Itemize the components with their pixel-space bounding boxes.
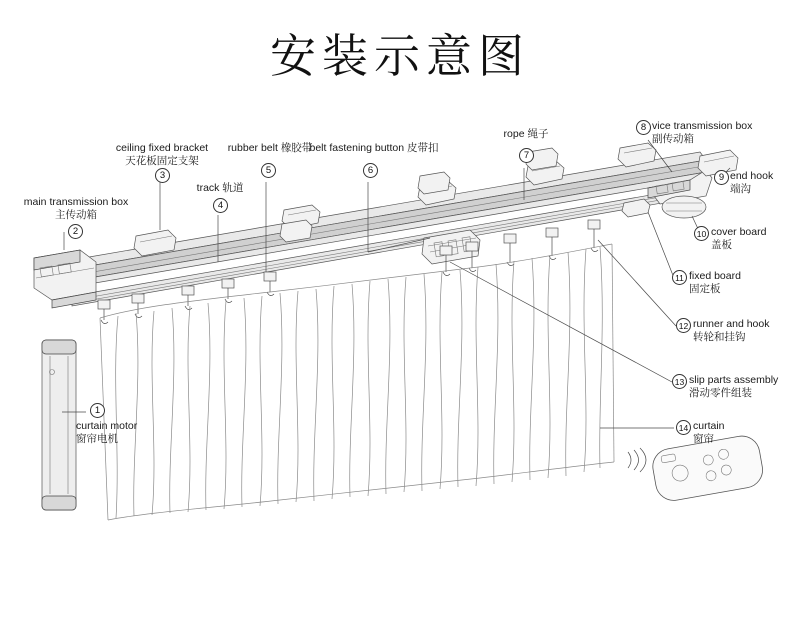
marker-8: 8 <box>636 120 651 135</box>
page-title: 安装示意图 <box>270 31 530 82</box>
callout-curtain: curtain 窗帘 <box>693 420 725 445</box>
marker-12: 12 <box>676 318 691 333</box>
marker-14: 14 <box>676 420 691 435</box>
callout-track: track 轨道 <box>196 182 244 194</box>
marker-11: 11 <box>672 270 687 285</box>
marker-10: 10 <box>694 226 709 241</box>
callout-rope: rope 绳子 <box>503 128 549 140</box>
curtain-motor-part <box>42 340 76 510</box>
marker-1: 1 <box>90 403 105 418</box>
marker-9: 9 <box>714 170 729 185</box>
marker-4: 4 <box>213 198 228 213</box>
callout-ceiling-fixed-bracket: ceiling fixed bracket 天花板固定支架 <box>115 142 209 167</box>
callout-end-hook: end hook 端沟 <box>730 170 774 195</box>
marker-3: 3 <box>155 168 170 183</box>
callout-rubber-belt: rubber belt 橡胶带 <box>227 142 313 154</box>
callout-slip-parts-assembly: slip parts assembly 滑动零件组装 <box>689 374 779 399</box>
cover-board-part <box>662 196 706 218</box>
marker-2: 2 <box>68 224 83 239</box>
callout-belt-fastening-button: belt fastening button 皮带扣 <box>309 142 439 154</box>
callout-fixed-board: fixed board 固定板 <box>689 270 741 295</box>
marker-5: 5 <box>261 163 276 178</box>
marker-6: 6 <box>363 163 378 178</box>
marker-7: 7 <box>519 148 534 163</box>
callout-runner-and-hook: runner and hook 转轮和挂钩 <box>693 318 770 343</box>
callout-main-transmission-box: main transmission box 主传动箱 <box>23 196 129 221</box>
main-transmission-box-part <box>34 250 96 308</box>
callout-vice-transmission-box: vice transmission box 副传动箱 <box>652 120 753 145</box>
callout-cover-board: cover board 盖板 <box>711 226 767 251</box>
callout-curtain-motor: curtain motor 窗帘电机 <box>76 420 138 445</box>
marker-13: 13 <box>672 374 687 389</box>
